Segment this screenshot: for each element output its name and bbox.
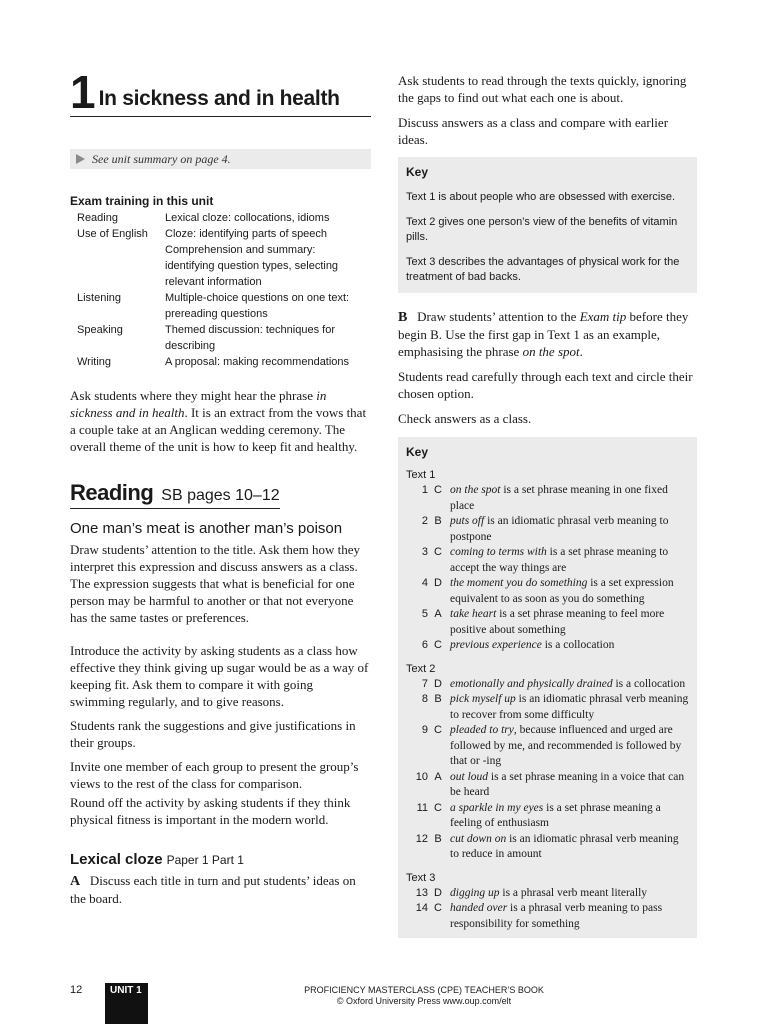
left-column (70, 66, 371, 907)
exam-training-value: Multiple-choice questions on one text: prereading questions (165, 292, 350, 320)
exam-training-row (70, 354, 371, 370)
key-item: Text 3 describes the advantages of physical work for the treatment of bad backs. (406, 256, 680, 283)
answer-row (406, 832, 689, 863)
exam-training-label: Use of English (77, 228, 148, 240)
answer-letter: C (434, 902, 442, 914)
reading-subtitle: One man’s meat is another man’s poison (70, 520, 343, 537)
key-title: Key (406, 445, 429, 459)
summary-text: See unit summary on page 4. (92, 151, 231, 166)
reading-paragraph: Students rank the suggestions and give justifications in their groups. (70, 718, 356, 750)
right-column (398, 72, 697, 938)
answer-row (406, 576, 689, 607)
exam-training-table (70, 210, 371, 370)
unit-number: 1 (70, 66, 95, 118)
answer-number: 11 (416, 801, 428, 814)
reading-heading: Reading SB pages 10–12 (70, 480, 280, 509)
answer-explanation: pleaded to try, because influenced and urged are followed by me, and recommended is followed by that or -ing (450, 724, 682, 767)
key-text-heading: Text 3 (406, 871, 436, 884)
key-box (398, 157, 697, 293)
answer-letter: B (434, 515, 442, 527)
exam-training-row (70, 226, 371, 290)
answer-letter: B (434, 693, 442, 705)
answer-row (406, 886, 689, 902)
answer-letter: D (434, 886, 442, 899)
arrow-right-icon (76, 154, 85, 164)
footer-credit: PROFICIENCY MASTERCLASS (CPE) TEACHER’S BOOK © Oxford University Press www.oup.com/elt (304, 985, 544, 1006)
reading-paragraph: Invite one member of each group to present the group’s views to the rest of the class for comparison. (70, 759, 359, 791)
answer-explanation: the moment you do something is a set expression equivalent to as soon as you do something (450, 577, 674, 605)
unit-tab: UNIT 1 (105, 983, 148, 1024)
exam-training-label: Writing (77, 356, 112, 368)
answer-row (406, 638, 689, 654)
answer-row (406, 723, 689, 770)
answer-row (406, 514, 689, 545)
answer-number: 8 (421, 693, 428, 705)
answer-explanation: a sparkle in my eyes is a set phrase meaning a feeling of enthusiasm (450, 801, 661, 829)
answer-letter: D (434, 677, 442, 690)
unit-summary-link[interactable] (70, 149, 371, 169)
right-paragraph: Check answers as a class. (398, 411, 532, 426)
answer-explanation: cut down on is an idiomatic phrasal verb meaning to reduce in amount (450, 832, 679, 860)
exam-training-label: Listening (77, 292, 122, 304)
answer-row (406, 692, 689, 723)
right-paragraph: Ask students to read through the texts quickly, ignoring the gaps to find out what each one is about. (398, 73, 687, 105)
right-paragraph: Discuss answers as a class and compare with earlier ideas. (398, 115, 669, 147)
answer-row (406, 677, 689, 693)
answer-number: 14 (415, 902, 428, 914)
answer-key-box (398, 437, 697, 938)
exam-training-value: Lexical cloze: collocations, idioms (165, 212, 330, 224)
b-paragraph: B Draw students’ attention to the Exam tip before they begin B. Use the first gap in Text 1 as an example, emphasising the phrase on the spot. (398, 309, 689, 359)
answer-number: 7 (421, 677, 428, 690)
answer-row (406, 801, 689, 832)
exam-training-value: Themed discussion: techniques for describing (165, 324, 335, 352)
answer-number: 12 (415, 832, 428, 845)
answer-row (406, 770, 689, 801)
answer-explanation: out loud is a set phrase meaning in a voice that can be heard (450, 770, 685, 798)
answer-letter: C (434, 639, 442, 651)
answer-explanation: emotionally and physically drained is a collocation (450, 677, 686, 690)
answer-explanation: digging up is a phrasal verb meant literally (450, 886, 648, 899)
answer-row (406, 483, 689, 514)
unit-name: In sickness and in health (98, 87, 340, 110)
exam-training-value: A proposal: making recommendations (165, 356, 350, 368)
intro-paragraph: Ask students where they might hear the phrase in sickness and in health. It is an extract from the vows that a couple take at an Anglican wedding ceremony. The overall theme of the unit is how to keep fit and healthy. (70, 388, 367, 454)
answer-letter: C (434, 546, 442, 558)
answer-explanation: take heart is a set phrase meaning to feel more positive about something (450, 608, 665, 636)
key-text-heading: Text 2 (406, 662, 436, 675)
answer-letter: C (434, 484, 442, 496)
exam-training-row (70, 322, 371, 354)
exam-training-heading: Exam training in this unit (70, 194, 214, 208)
answer-explanation: handed over is a phrasal verb meaning to pass responsibility for something (450, 902, 663, 930)
answer-number: 4 (421, 577, 428, 589)
answer-number: 10 (415, 770, 428, 783)
lexical-a-paragraph: A Discuss each title in turn and put students’ ideas on the board. (70, 873, 356, 906)
reading-paragraph: Draw students’ attention to the title. Ask them how they interpret this expression and discuss answers as a class. The expression suggests that what is beneficial for one person may be harmful to another or that not everyone has the same tastes or preferences. (70, 542, 361, 625)
answer-number: 13 (415, 886, 428, 899)
exam-training-value: Cloze: identifying parts of speech Comprehension and summary: identifying question types, selecting relevant information (165, 228, 339, 288)
answer-letter: A (434, 608, 442, 620)
answer-explanation: on the spot is a set phrase meaning in one fixed place (450, 484, 668, 512)
reading-pages: SB pages 10–12 (161, 487, 280, 504)
key-item: Text 2 gives one person’s view of the benefits of vitamin pills. (406, 216, 678, 243)
answer-explanation: puts off is an idiomatic phrasal verb meaning to postpone (450, 515, 669, 543)
answer-letter: C (434, 724, 442, 736)
right-paragraph: Students read carefully through each text and circle their chosen option. (398, 369, 693, 401)
answer-row (406, 607, 689, 638)
answer-explanation: pick myself up is an idiomatic phrasal verb meaning to recover from some difficulty (450, 693, 689, 721)
exam-training-row (70, 290, 371, 322)
reading-paragraph: Round off the activity by asking students if they think physical fitness is important in the modern world. (70, 795, 351, 827)
answer-row (406, 545, 689, 576)
answer-row (406, 901, 689, 932)
key-item: Text 1 is about people who are obsessed with exercise. (406, 191, 676, 203)
answer-explanation: coming to terms with is a set phrase meaning to accept the way things are (450, 546, 669, 574)
answer-letter: A (434, 770, 442, 783)
key-text-heading: Text 1 (406, 469, 436, 481)
answer-number: 1 (421, 484, 428, 496)
answer-letter: D (434, 577, 442, 589)
answer-number: 6 (421, 639, 428, 651)
answer-number: 3 (421, 546, 428, 558)
answer-number: 9 (421, 724, 428, 736)
exam-training-label: Speaking (77, 324, 123, 336)
lexical-cloze-paper: Paper 1 Part 1 (166, 853, 244, 867)
exam-training-label: Reading (77, 212, 118, 224)
answer-letter: C (434, 801, 442, 814)
unit-title (70, 66, 371, 118)
exam-training-row (70, 210, 371, 226)
answer-number: 5 (421, 608, 428, 620)
page-number: 12 (70, 984, 83, 996)
reading-paragraph: Introduce the activity by asking students as a class how effective they think giving up sugar would be as a way of keeping fit. Ask them to compare it with going swimming regularly, and to give reasons. (70, 643, 369, 709)
key-title: Key (406, 165, 429, 179)
lexical-cloze-heading: Lexical cloze Paper 1 Part 1 (70, 851, 244, 868)
answer-number: 2 (421, 515, 428, 527)
answer-explanation: previous experience is a collocation (450, 639, 615, 651)
answer-letter: B (434, 832, 442, 845)
